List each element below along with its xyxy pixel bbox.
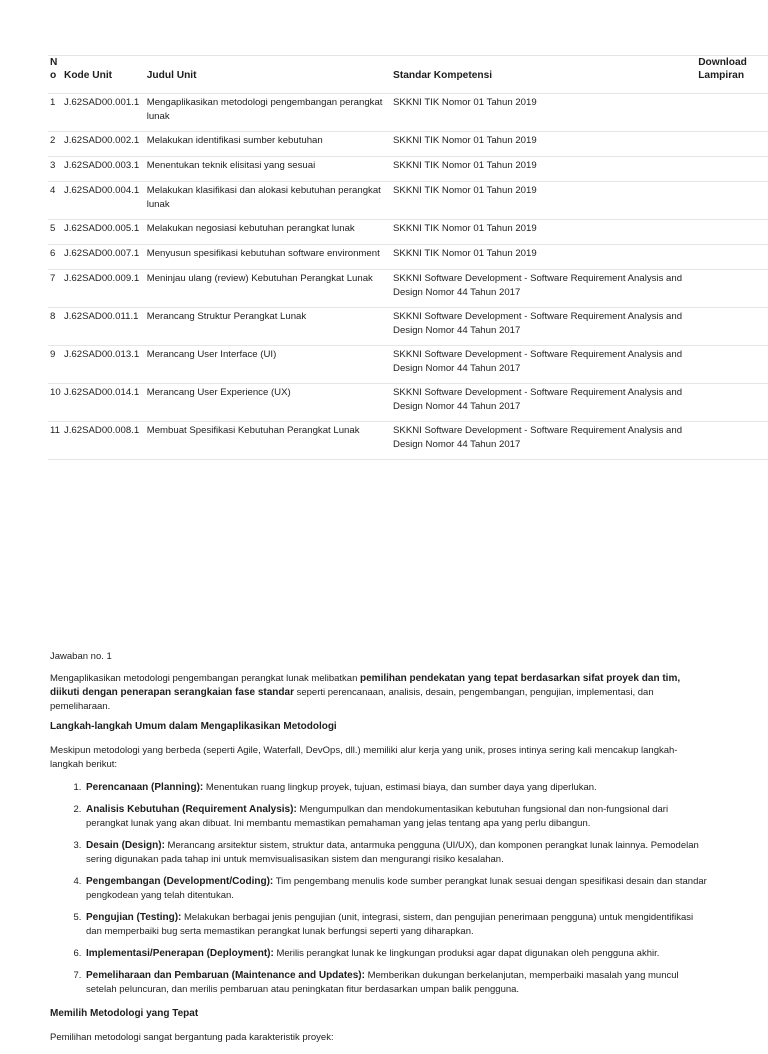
cell-kode-unit: J.62SAD00.008.1 [63,425,140,436]
cell-download [698,134,768,156]
cell-no: 5 [50,223,56,234]
cell-standar-kompetensi: SKKNI TIK Nomor 01 Tahun 2019 [393,223,537,234]
table-row [48,157,768,182]
step-text: Melakukan berbagai jenis pengujian (unit, integrasi, sistem, dan pengujian penerimaan pengguna) untuk mengidentifikasi dan memperbaiki bug serta memastikan perangkat lunak berfungsi seperti yang diharapkan. [86,912,694,937]
step-title: Implementasi/Penerapan (Deployment): [86,948,274,959]
cell-judul-unit: Membuat Spesifikasi Kebutuhan Perangkat Lunak [146,425,360,436]
cell-standar-kompetensi: SKKNI TIK Nomor 01 Tahun 2019 [393,160,537,171]
cell-judul-unit: Menyusun spesifikasi kebutuhan software environment [146,248,380,259]
cell-kode-unit: J.62SAD00.011.1 [63,311,139,322]
table-row [48,94,768,132]
cell-no: 11 [50,425,60,436]
step-text: Merilis perangkat lunak ke lingkungan produksi agar dapat digunakan oleh pengguna akhir. [273,948,660,959]
table-row [48,220,768,245]
table-row [48,132,768,157]
table-row [48,384,768,422]
cell-kode-unit: J.62SAD00.002.1 [63,135,140,146]
cell-judul-unit: Menentukan teknik elisitasi yang sesuai [146,160,316,171]
cell-no: 9 [50,349,56,360]
step-text: Merancang arsitektur sistem, struktur data, antarmuka pengguna (UI/UX), dan komponen perangkat lunak lainnya. Pemodelan sering digunakan pada tahap ini untuk memvisualisasikan sistem dan mengurangi risiko kesalahan. [86,840,699,865]
cell-kode-unit: J.62SAD00.007.1 [63,248,140,259]
header-download-lampiran: Download Lampiran [698,57,747,81]
table-row [48,245,768,270]
step-item [84,911,710,939]
cell-download [698,310,768,345]
cell-judul-unit: Melakukan klasifikasi dan alokasi kebutuhan perangkat lunak [146,185,381,210]
cell-no: 7 [50,273,56,284]
cell-judul-unit: Meninjau ulang (review) Kebutuhan Perangkat Lunak [146,273,373,284]
cell-download [698,386,768,421]
cell-standar-kompetensi: SKKNI TIK Nomor 01 Tahun 2019 [393,97,537,108]
cell-judul-unit: Merancang User Experience (UX) [146,387,291,398]
cell-standar-kompetensi: SKKNI Software Development - Software Requirement Analysis and Design Nomor 44 Tahun 2017 [393,349,683,374]
step-text: Menentukan ruang lingkup proyek, tujuan, estimasi biaya, dan sumber daya yang diperlukan. [203,782,597,793]
cell-kode-unit: J.62SAD00.001.1 [63,97,140,108]
cell-kode-unit: J.62SAD00.004.1 [63,185,140,196]
header-kode-unit: Kode Unit [63,69,113,81]
step-title: Pengujian (Testing): [86,912,182,923]
cell-download [698,184,768,219]
cell-no: 10 [50,387,61,398]
step-item [84,947,710,961]
table-header-row [48,56,768,94]
cell-download [698,222,768,244]
cell-no: 1 [50,97,56,108]
step-item [84,803,710,831]
cell-kode-unit: J.62SAD00.013.1 [63,349,140,360]
cell-standar-kompetensi: SKKNI Software Development - Software Requirement Analysis and Design Nomor 44 Tahun 2017 [393,425,683,450]
table-row [48,182,768,220]
cell-kode-unit: J.62SAD00.014.1 [63,387,140,398]
cell-no: 2 [50,135,56,146]
cell-download [698,424,768,459]
cell-standar-kompetensi: SKKNI Software Development - Software Requirement Analysis and Design Nomor 44 Tahun 2017 [393,311,683,336]
intro-text-start: Mengaplikasikan metodologi pengembangan perangkat lunak melibatkan [50,673,361,684]
cell-standar-kompetensi: SKKNI Software Development - Software Requirement Analysis and Design Nomor 44 Tahun 2017 [393,387,683,412]
table-row [48,346,768,384]
cell-standar-kompetensi: SKKNI TIK Nomor 01 Tahun 2019 [393,248,537,259]
table-body [48,94,768,460]
step-title: Pengembangan (Development/Coding): [86,876,274,887]
step-item [84,839,710,867]
unit-table [48,56,768,460]
cell-kode-unit: J.62SAD00.005.1 [63,223,140,234]
header-standar-kompetensi: Standar Kompetensi [393,69,493,81]
cell-judul-unit: Merancang Struktur Perangkat Lunak [146,311,307,322]
cell-judul-unit: Merancang User Interface (UI) [146,349,277,360]
step-title: Pemeliharaan dan Pembaruan (Maintenance and Updates): [86,970,365,981]
cell-kode-unit: J.62SAD00.009.1 [63,273,140,284]
answer-section [50,650,710,1054]
section-heading-steps: Langkah-langkah Umum dalam Mengaplikasikan Metodologi [50,721,337,732]
cell-no: 4 [50,185,56,196]
cell-judul-unit: Mengaplikasikan metodologi pengembangan perangkat lunak [146,97,383,122]
cell-judul-unit: Melakukan negosiasi kebutuhan perangkat lunak [146,223,355,234]
cell-standar-kompetensi: SKKNI TIK Nomor 01 Tahun 2019 [393,135,537,146]
cell-kode-unit: J.62SAD00.003.1 [63,160,140,171]
step-item [84,781,710,795]
step-text: Mengumpulkan dan mendokumentasikan kebutuhan fungsional dan non-fungsional dari perangkat lunak yang akan dibuat. Ini membantu memastikan pemahaman yang jelas tentang apa yang perlu dibangun. [86,804,669,829]
intro-text-end: seperti perencanaan, analisis, desain, pengembangan, pengujian, implementasi, dan pemeliharaan. [50,687,654,712]
steps-list [50,781,710,997]
cell-no: 8 [50,311,56,322]
step-item [84,875,710,903]
step-title: Desain (Design): [86,840,165,851]
cell-judul-unit: Melakukan identifikasi sumber kebutuhan [146,135,323,146]
answer-intro [50,672,710,714]
table-row [48,308,768,346]
section-heading-choose: Memilih Metodologi yang Tepat [50,1008,199,1019]
steps-intro-paragraph: Meskipun metodologi yang berbeda (seperti Agile, Waterfall, DevOps, dll.) memiliki alur kerja yang unik, proses intinya sering kali mencakup langkah-langkah berikut: [50,745,678,770]
cell-standar-kompetensi: SKKNI Software Development - Software Requirement Analysis and Design Nomor 44 Tahun 2017 [393,273,683,298]
step-text: Memberikan dukungan berkelanjutan, memperbaiki masalah yang muncul setelah peluncuran, dan merilis pembaruan atau peningkatan fitur berdasarkan umpan balik pengguna. [86,970,679,995]
step-item [84,969,710,997]
header-no: No [50,57,58,81]
table-row [48,422,768,460]
header-judul-unit: Judul Unit [146,69,197,81]
answer-label: Jawaban no. 1 [50,651,112,662]
cell-download [698,348,768,383]
cell-no: 6 [50,248,56,259]
cell-download [698,272,768,307]
step-title: Analisis Kebutuhan (Requirement Analysis): [86,804,297,815]
cell-download [698,96,768,131]
table-row [48,270,768,308]
intro-emphasis: pemilihan pendekatan yang tepat berdasarkan sifat proyek dan tim, diikuti dengan penerapan serangkaian fase standar [50,673,681,698]
cell-download [698,247,768,269]
cell-standar-kompetensi: SKKNI TIK Nomor 01 Tahun 2019 [393,185,537,196]
cell-download [698,159,768,181]
cell-no: 3 [50,160,56,171]
step-title: Perencanaan (Planning): [86,782,204,793]
choose-paragraph: Pemilihan metodologi sangat bergantung pada karakteristik proyek: [50,1032,334,1043]
step-text: Tim pengembang menulis kode sumber perangkat lunak sesuai dengan spesifikasi desain dan standar pengkodean yang telah ditentukan. [86,876,707,901]
